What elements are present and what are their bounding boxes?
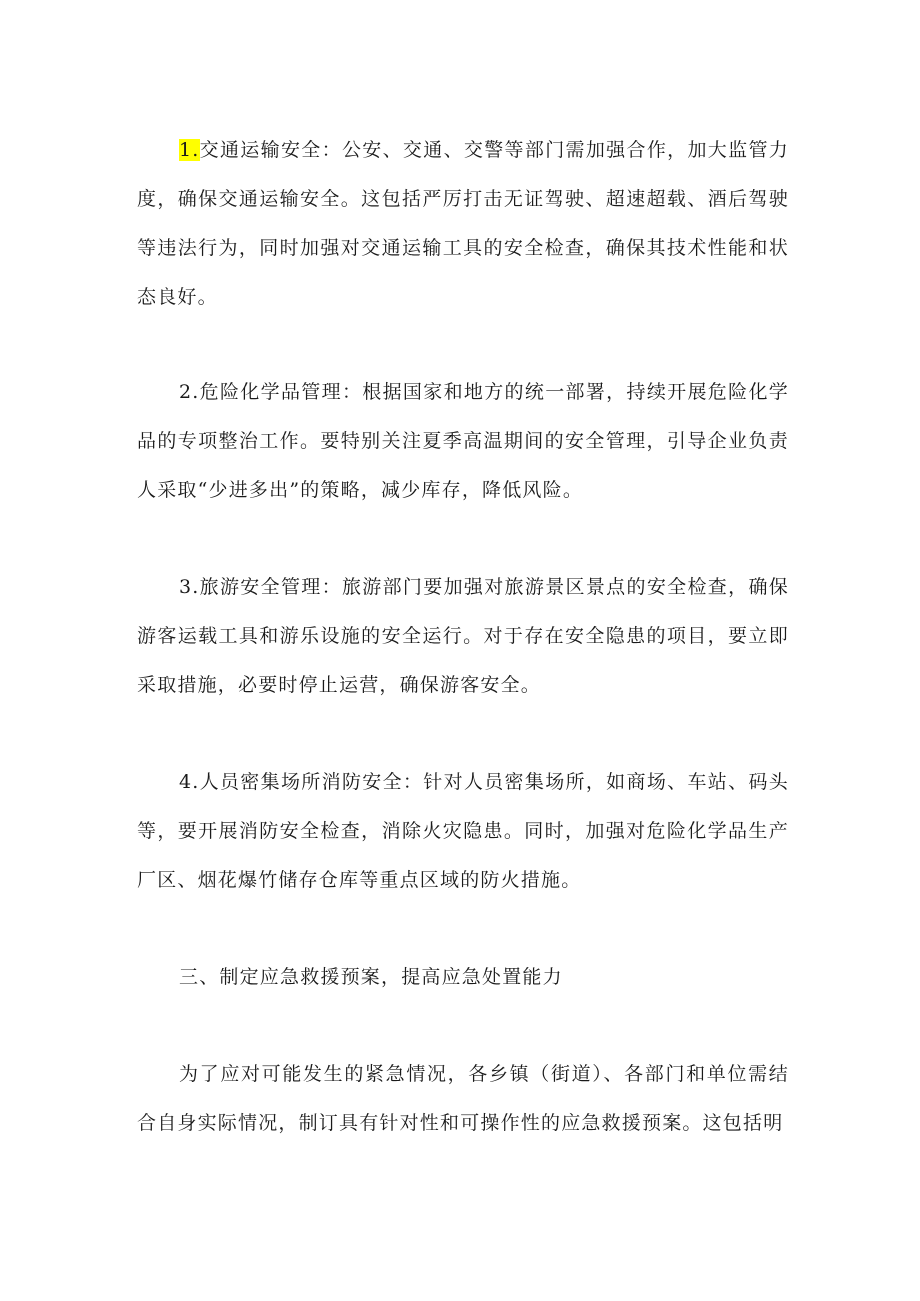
list-item-fire-safety bbox=[137, 758, 789, 905]
item-text: 旅游安全管理：旅游部门要加强对旅游景区景点的安全检查，确保游客运载工具和游乐设施的安全运行。对于存在安全隐患的项目，要立即采取措施，必要时停止运营，确保游客安全。 bbox=[137, 576, 789, 696]
item-number-highlighted: 1. bbox=[179, 139, 200, 161]
item-text: 危险化学品管理：根据国家和地方的统一部署，持续开展危险化学品的专项整治工作。要特别关注夏季高温期间的安全管理，引导企业负责人采取“少进多出”的策略，减少库存，降低风险。 bbox=[137, 381, 789, 501]
item-text: 人员密集场所消防安全：针对人员密集场所，如商场、车站、码头等，要开展消防安全检查，消除火灾隐患。同时，加强对危险化学品生产厂区、烟花爆竹储存仓库等重点区域的防火措施。 bbox=[137, 771, 789, 891]
closing-paragraph: 为了应对可能发生的紧急情况，各乡镇（街道）、各部门和单位需结合自身实际情况，制订具有针对性和可操作性的应急救援预案。这包括明 bbox=[137, 1063, 789, 1134]
list-item-hazardous-chemicals bbox=[137, 368, 789, 515]
item-number: 2. bbox=[179, 381, 200, 403]
list-item-traffic-safety bbox=[137, 126, 789, 322]
item-number: 3. bbox=[179, 576, 200, 598]
section-heading: 三、制定应急救援预案，提高应急处置能力 bbox=[179, 966, 563, 988]
list-item-tourism-safety bbox=[137, 563, 789, 710]
item-number: 4. bbox=[179, 771, 200, 793]
item-text: 交通运输安全：公安、交通、交警等部门需加强合作，加大监管力度，确保交通运输安全。这包括严厉打击无证驾驶、超速超载、酒后驾驶等违法行为，同时加强对交通运输工具的安全检查，确保其技术性能和状态良好。 bbox=[137, 139, 789, 308]
